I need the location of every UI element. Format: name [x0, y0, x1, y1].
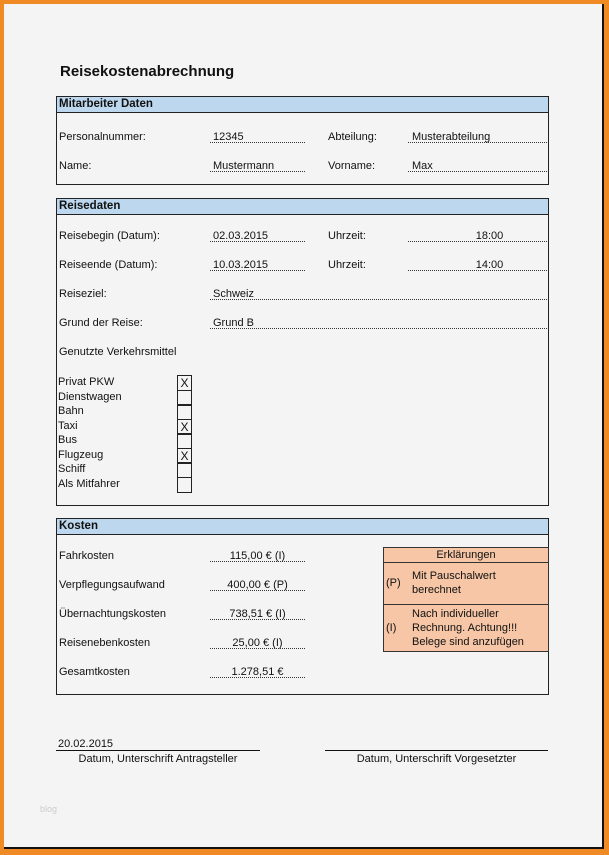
- signature-date: 20.02.2015: [58, 738, 114, 750]
- i-code: (I): [386, 622, 397, 634]
- reiseziel-field[interactable]: [210, 285, 547, 300]
- kosten-value: 738,51 € (I): [229, 608, 286, 620]
- signature-line-vorgesetzter[interactable]: [325, 750, 548, 751]
- i-text-3: Belege sind anzufügen: [412, 636, 524, 648]
- grund-field[interactable]: [210, 314, 547, 329]
- kosten-value: 1.278,51 €: [231, 666, 284, 678]
- p-text-1: Mit Pauschalwert: [412, 570, 496, 582]
- abteilung-label: Abteilung:: [328, 131, 377, 143]
- kosten-label: Gesamtkosten: [59, 666, 130, 678]
- verkehrsmittel-checkbox[interactable]: X: [177, 375, 192, 391]
- kosten-value: 25,00 € (I): [232, 637, 283, 649]
- kosten-field[interactable]: [210, 605, 305, 620]
- document-page: [4, 4, 604, 849]
- signature-line-antragsteller[interactable]: [56, 750, 260, 751]
- vorname-value: Max: [412, 160, 433, 172]
- reiseziel-label: Reiseziel:: [59, 288, 107, 300]
- reiseziel-value: Schweiz: [213, 288, 254, 300]
- verkehrsmittel-checkbox[interactable]: X: [177, 419, 192, 435]
- verkehrsmittel-label: Taxi: [58, 419, 78, 432]
- abteilung-field[interactable]: [408, 128, 547, 143]
- kosten-value: 400,00 € (P): [227, 579, 288, 591]
- beginn-uhrzeit-field[interactable]: [408, 227, 547, 242]
- erklaerung-i: [383, 604, 549, 652]
- p-code: (P): [386, 577, 401, 589]
- verkehrsmittel-label: Bahn: [58, 405, 84, 417]
- personalnummer-value: 12345: [213, 131, 244, 143]
- kosten-label: Verpflegungsaufwand: [59, 579, 165, 591]
- kosten-label: Reisenebenkosten: [59, 637, 151, 649]
- beginn-uhrzeit-value: 18:00: [475, 230, 504, 242]
- vorname-label: Vorname:: [328, 160, 376, 172]
- verkehrsmittel-label: Als Mitfahrer: [58, 477, 120, 490]
- verkehrsmittel-checkbox[interactable]: [177, 477, 192, 493]
- page-title: Reisekostenabrechnung: [60, 63, 235, 80]
- ende-uhrzeit-value: 14:00: [475, 259, 504, 271]
- reiseende-value: 10.03.2015: [213, 259, 269, 271]
- kosten-label: Fahrkosten: [59, 550, 115, 562]
- grund-value: Grund B: [213, 317, 254, 329]
- name-value: Mustermann: [213, 160, 275, 172]
- reiseende-field[interactable]: [210, 256, 305, 271]
- name-field[interactable]: [210, 157, 305, 172]
- signature-caption-vorgesetzter: Datum, Unterschrift Vorgesetzter: [356, 753, 517, 765]
- kosten-field[interactable]: [210, 547, 305, 562]
- name-label: Name:: [59, 160, 92, 172]
- erklaerungen-header: Erklärungen: [383, 547, 549, 563]
- kosten-label: Übernachtungskosten: [59, 608, 167, 620]
- verkehrsmittel-label: Dienstwagen: [58, 390, 122, 403]
- personalnummer-field[interactable]: [210, 128, 305, 143]
- reisebeginn-field[interactable]: [210, 227, 305, 242]
- verkehrsmittel-label: Bus: [58, 434, 77, 446]
- vorname-field[interactable]: [408, 157, 547, 172]
- p-text-2: berechnet: [412, 584, 461, 596]
- erklaerung-p: [383, 562, 549, 605]
- kosten-field[interactable]: [210, 634, 305, 649]
- abteilung-value: Musterabteilung: [412, 131, 491, 143]
- grund-label: Grund der Reise:: [59, 317, 143, 329]
- ende-uhrzeit-field[interactable]: [408, 256, 547, 271]
- kosten-field[interactable]: [210, 663, 305, 678]
- reisebeginn-value: 02.03.2015: [213, 230, 269, 242]
- i-text-1: Nach individueller: [412, 608, 499, 620]
- watermark: blog: [40, 804, 58, 814]
- verkehrsmittel-label: Privat PKW: [58, 376, 115, 388]
- reisebeginn-label: Reisebegin (Datum):: [59, 230, 160, 242]
- verkehrsmittel-label: Schiff: [58, 463, 86, 475]
- uhrzeit-label: Uhrzeit:: [328, 259, 366, 271]
- verkehrsmittel-label: Flugzeug: [58, 448, 104, 461]
- section-header: Mitarbeiter Daten: [57, 97, 548, 113]
- signature-caption-antragsteller: Datum, Unterschrift Antragsteller: [78, 753, 238, 765]
- kosten-field[interactable]: [210, 576, 305, 591]
- reiseende-label: Reiseende (Datum):: [59, 259, 158, 271]
- verkehrsmittel-checkbox[interactable]: X: [177, 448, 192, 464]
- kosten-value: 115,00 € (I): [229, 550, 286, 562]
- section-header: Kosten: [57, 519, 548, 535]
- uhrzeit-label: Uhrzeit:: [328, 230, 366, 242]
- personalnummer-label: Personalnummer:: [59, 131, 146, 143]
- section-header: Reisedaten: [57, 199, 548, 215]
- verkehrsmittel-label: Genutzte Verkehrsmittel: [59, 346, 177, 358]
- i-text-2: Rechnung. Achtung!!!: [412, 622, 518, 634]
